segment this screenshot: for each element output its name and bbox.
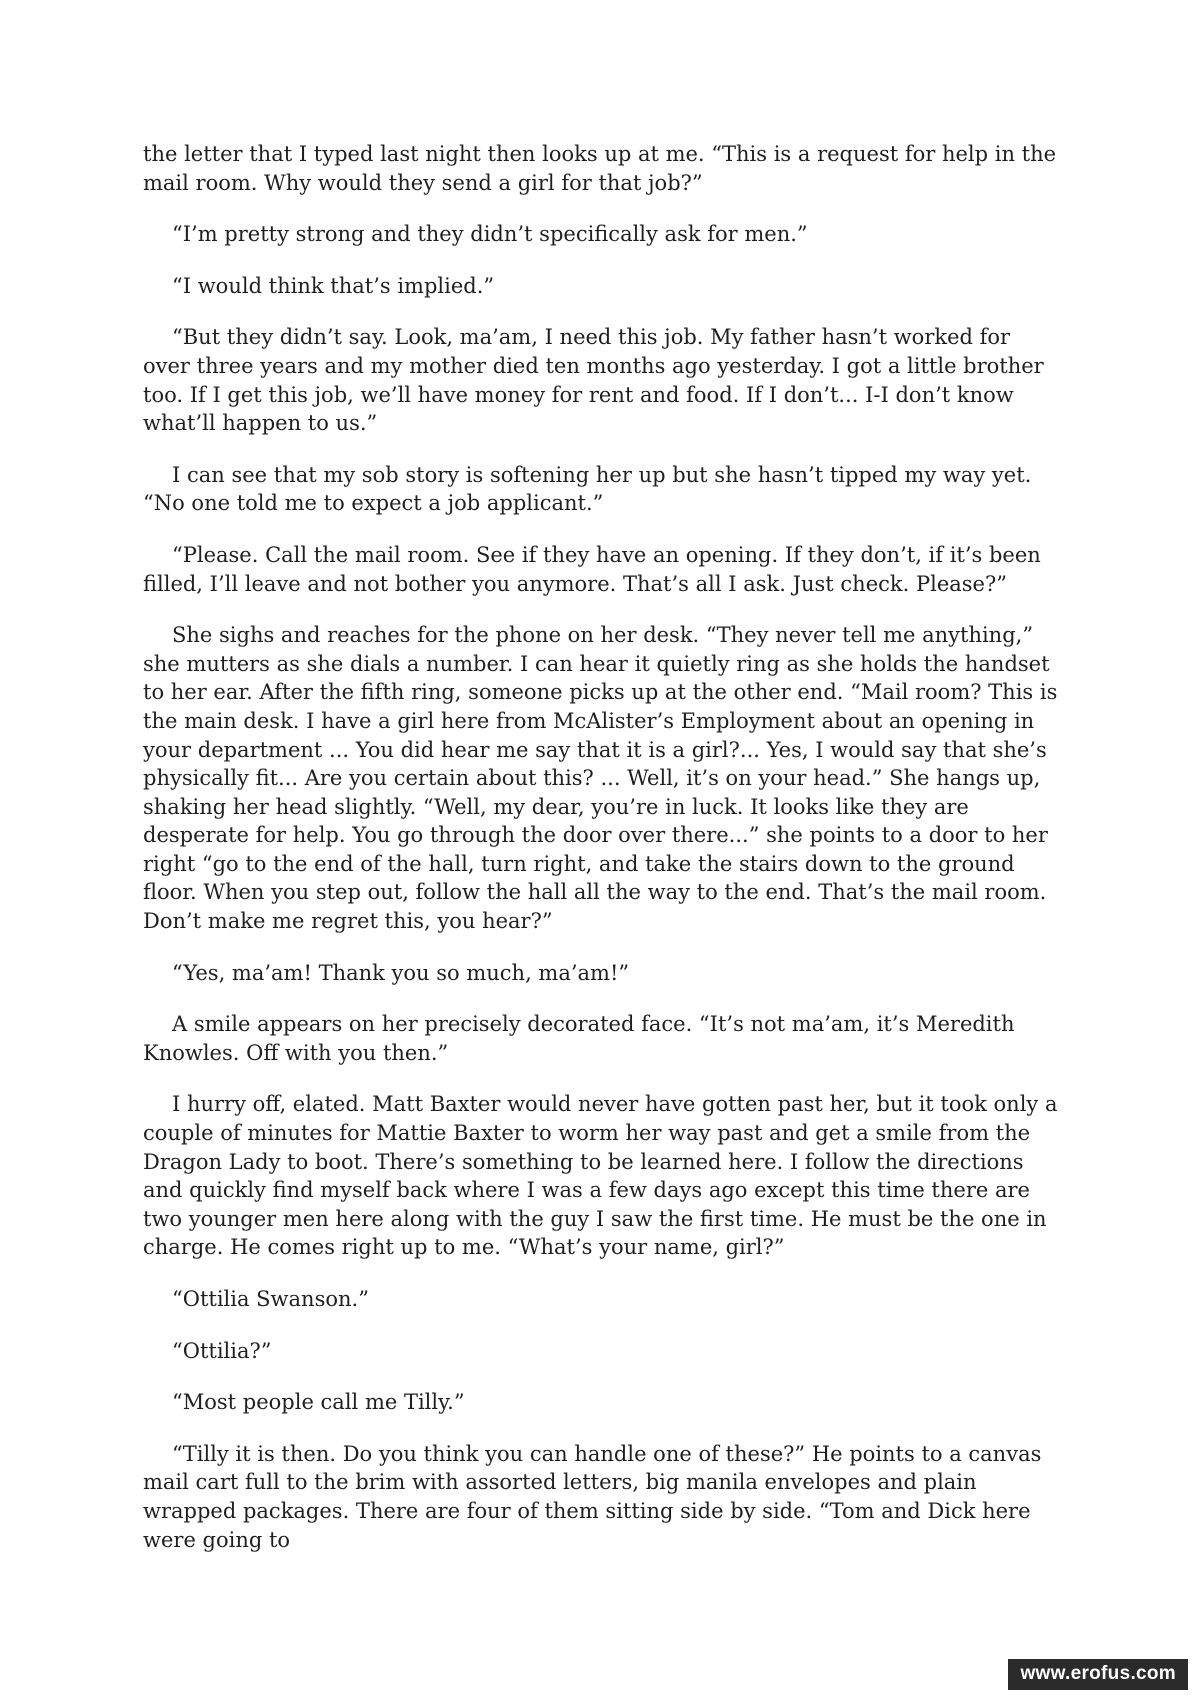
site-watermark: www.erofus.com xyxy=(1008,1659,1188,1690)
paragraph: I hurry off, elated. Matt Baxter would never have gotten past her, but it took only a couple of minutes for Mattie Baxter to worm her way past and get a smile from the Dragon Lady to boot. There’s something to be learned here. I follow the directions and quickly find myself back where I was a few days ago except this time there are two younger men here along with the guy I saw the first time. He must be the one in charge. He comes right up to me. “What’s your name, girl?” xyxy=(143,1092,1058,1260)
paragraph: “Ottilia Swanson.” xyxy=(172,1287,369,1311)
paragraph: “But they didn’t say. Look, ma’am, I need this job. My father hasn’t worked for over three years and my mother died ten months ago yesterday. I got a little brother too. If I get this job, we’ll have money for rent and food. If I don’t... I-I don’t know what’ll happen to us.” xyxy=(143,325,1044,436)
paragraph: She sighs and reaches for the phone on her desk. “They never tell me anything,” she mutters as she dials a number. I can hear it quietly ring as she holds the handset to her ear. After the fifth ring, someone picks up at the other end. “Mail room? This is the main desk. I have a girl here from McAlister’s Employment about an opening in your department ... You did hear me say that it is a girl?... Yes, I would say that she’s physically fit... Are you certain about this? ... Well, it’s on your head.” She hangs up, shaking her head slightly. “Well, my dear, you’re in luck. It looks like they are desperate for help. You go through the door over there...” she points to a door to her right “go to the end of the hall, turn right, and take the stairs down to the ground floor. When you step out, follow the hall all the way to the end. That’s the mail room. Don’t make me regret this, you hear?” xyxy=(143,623,1058,934)
paragraph: “I’m pretty strong and they didn’t specifically ask for men.” xyxy=(172,222,808,247)
book-page-text xyxy=(143,140,1063,1577)
paragraph: “I would think that’s implied.” xyxy=(172,273,495,298)
paragraph: “Please. Call the mail room. See if they have an opening. If they don’t, if it’s been filled, I’ll leave and not bother you anymore. That’s all I ask. Just check. Please?” xyxy=(143,542,1041,596)
paragraph: A smile appears on her precisely decorated face. “It’s not ma’am, it’s Meredith Knowles. Off with you then.” xyxy=(143,1012,1015,1065)
paragraph: the letter that I typed last night then looks up at me. “This is a request for help in the mail room. Why would they send a girl for that job?” xyxy=(143,142,1057,195)
paragraph: “Tilly it is then. Do you think you can handle one of these?” He points to a canvas mail cart full to the brim with assorted letters, big manila envelopes and plain wrapped packages. There are four of them sitting side by side. “Tom and Dick here were going to xyxy=(143,1441,1042,1552)
paragraph: “Ottilia?” xyxy=(172,1338,272,1363)
paragraph: “Most people call me Tilly.” xyxy=(172,1390,465,1415)
paragraph: “Yes, ma’am! Thank you so much, ma’am!” xyxy=(172,960,630,985)
paragraph: I can see that my sob story is softening her up but she hasn’t tipped my way yet. “No one told me to expect a job applicant.” xyxy=(143,462,1032,516)
